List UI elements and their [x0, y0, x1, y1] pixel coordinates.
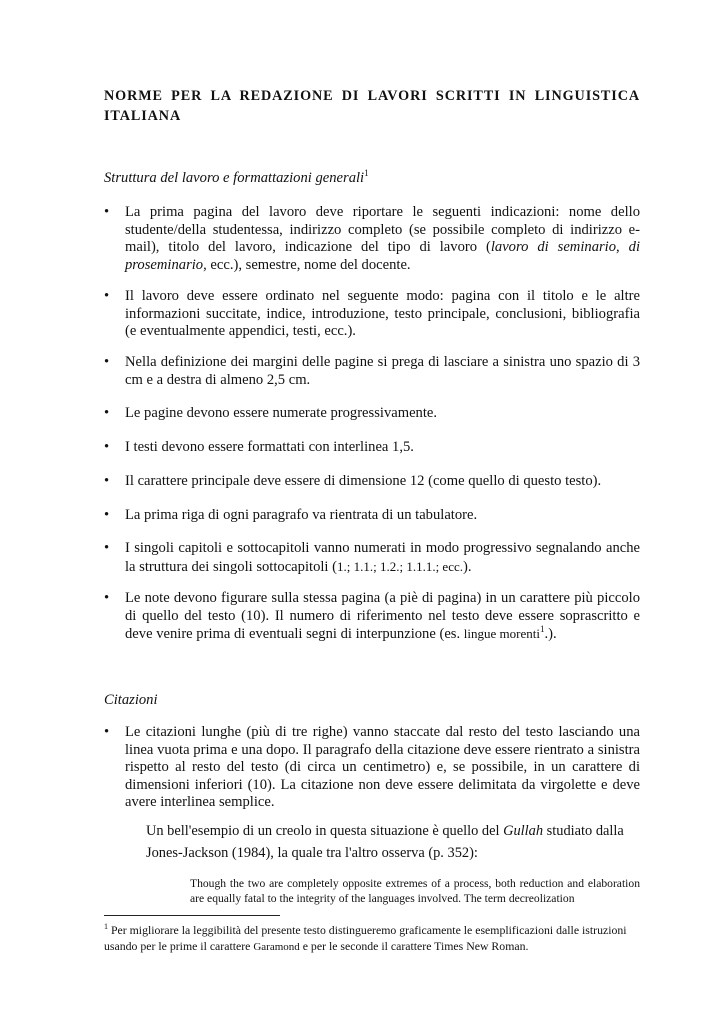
- italic-example: lavoro di seminario: [490, 239, 617, 256]
- garamond-sample: Garamond: [253, 941, 300, 953]
- document-title: NORME PER LA REDAZIONE DI LAVORI SCRITTI IN LINGUISTICA ITALIANA: [104, 88, 640, 124]
- bullet-icon: •: [104, 507, 110, 523]
- list-item: [104, 288, 640, 341]
- italic-example: Gullah: [503, 823, 544, 839]
- footnote-reference: 1: [539, 624, 545, 635]
- list-item-text: I testi devono essere formattati con interlinea 1,5.: [125, 439, 414, 455]
- footnote-number: 1: [104, 922, 108, 932]
- block-quote: Though the two are completely opposite extremes of a process, both reduction and elaboration are equally fatal to the integrity of the languages involved. The term decreolization: [190, 877, 640, 905]
- list-item: [104, 473, 640, 491]
- section-heading-text: Struttura del lavoro e formattazioni generali: [104, 170, 365, 186]
- list-item: [104, 354, 640, 389]
- list-item: [104, 540, 640, 576]
- list-item: [104, 590, 640, 644]
- list-item-text: Il lavoro deve essere ordinato nel seguente modo: pagina con il titolo e le altre informazioni succitate, indice, introduzione, testo principale, conclusioni, bibliografia (e eventualmente appendici, testi, ecc.).: [125, 288, 640, 340]
- list-item: [104, 204, 640, 274]
- bullet-icon: •: [104, 540, 110, 556]
- list-item: [104, 439, 640, 457]
- list-item-text: La prima riga di ogni paragrafo va rientrata di un tabulatore.: [125, 507, 478, 523]
- list-item: [104, 405, 640, 423]
- footnote: $^1$ Per migliorare la leggibilità del presente testo distingueremo graficamente le esemplificazioni dalle istruzioni usando per le prime il carattere Garamond e per le seconde il carattere Times New Roman.: [104, 922, 627, 953]
- list-item-text: Nella definizione dei margini delle pagine si prega di lasciare a sinistra uno spazio di 3 cm e a destra di almeno 2,5 cm.: [125, 354, 640, 388]
- list-item: [104, 507, 640, 525]
- italic-example: di proseminario: [125, 239, 640, 273]
- bullet-icon: •: [104, 473, 110, 489]
- bullet-icon: •: [104, 204, 110, 220]
- list-item-text: Le pagine devono essere numerate progressivamente.: [125, 405, 438, 421]
- example-text: lingue morenti: [463, 626, 540, 642]
- list-item-text: Il carattere principale deve essere di dimensione 12 (come quello di questo testo).: [125, 473, 602, 489]
- bullet-icon: •: [104, 354, 110, 370]
- footnote-separator: [104, 915, 280, 916]
- example-text: 1.; 1.1.; 1.2.; 1.1.1.; ecc.: [336, 558, 463, 574]
- bullet-icon: •: [104, 724, 110, 740]
- example-paragraph: Un bell'esempio di un creolo in questa situazione è quello del Gullah studiato dalla Jones-Jackson (1984), la quale tra l'altro osserva (p. 352):: [146, 823, 624, 861]
- bullet-icon: •: [104, 590, 110, 606]
- list-item-text: Le note devono figurare sulla stessa pagina (a piè di pagina) in un carattere più piccolo di quello del testo (10). Il numero di riferimento nel testo deve essere soprascritto e deve venire prima di eventuali segni di interpunzione (es. lingue morenti$^1$.).: [125, 590, 640, 643]
- section-heading-citazioni: Citazioni: [104, 692, 158, 708]
- section-heading-struttura: [104, 170, 369, 187]
- list-item-text: Le citazioni lunghe (più di tre righe) vanno staccate dal resto del testo lasciando una linea vuota prima e una dopo. Il paragrafo della citazione deve essere rientrato a sinistra rispetto al resto del testo (di circa un centimetro) e, se possibile, in un carattere di dimensioni inferiori (10). La citazione non deve essere delimitata da virgolette e deve avere interlinea semplice.: [125, 724, 640, 811]
- list-item-text: La prima pagina del lavoro deve riportare le seguenti indicazioni: nome dello studente/della studentessa, indirizzo completo (se possibile completo di indirizzo e-mail), titolo del lavoro, indicazione del tipo di lavoro (lavoro di seminario, di proseminario, ecc.), semestre, nome del docente.: [125, 204, 640, 273]
- bullet-icon: •: [104, 439, 110, 455]
- list-item: [104, 724, 640, 812]
- bullet-icon: •: [104, 288, 110, 304]
- footnote-reference: 1: [364, 168, 369, 179]
- list-item-text: I singoli capitoli e sottocapitoli vanno numerati in modo progressivo segnalando anche la struttura dei singoli sottocapitoli (1.; 1.1.; 1.2.; 1.1.1.; ecc.).: [125, 540, 640, 575]
- bullet-icon: •: [104, 405, 110, 421]
